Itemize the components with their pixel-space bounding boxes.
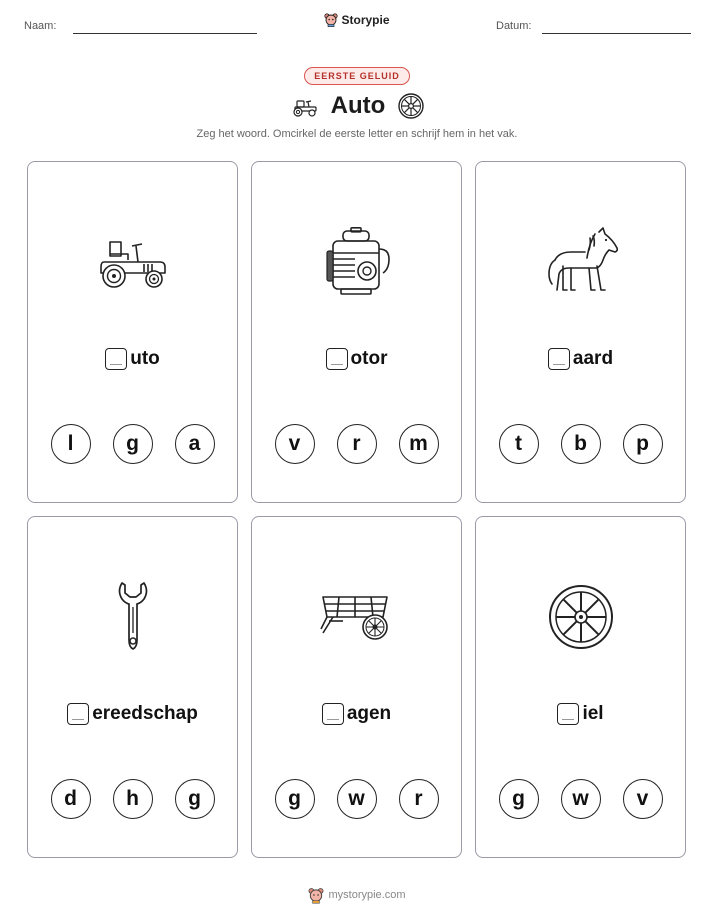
card-2 [251, 161, 462, 503]
wheel-small-icon [397, 92, 425, 120]
card-5 [251, 516, 462, 858]
date-line[interactable] [542, 33, 691, 34]
letter-choices [476, 424, 685, 464]
letter-choice[interactable]: g [275, 779, 315, 819]
letter-choice[interactable]: p [623, 424, 663, 464]
letter-choice[interactable]: l [51, 424, 91, 464]
letter-choice[interactable]: a [175, 424, 215, 464]
letter-choices [476, 779, 685, 819]
word-puzzle [252, 348, 461, 370]
word-puzzle [252, 703, 461, 725]
word-puzzle [476, 703, 685, 725]
letter-choice[interactable]: t [499, 424, 539, 464]
letter-choices [28, 779, 237, 819]
wrench-icon [28, 567, 237, 667]
tractor-icon [28, 212, 237, 312]
answer-box[interactable] [557, 703, 579, 725]
brand [0, 12, 714, 32]
cart-icon [252, 567, 461, 667]
name-label: Naam: [24, 20, 57, 32]
word-remainder: agen [346, 703, 392, 724]
card-6 [475, 516, 686, 858]
name-line[interactable] [73, 33, 257, 34]
word-remainder: ereedschap [92, 703, 198, 724]
letter-choice[interactable]: m [399, 424, 439, 464]
word-puzzle [476, 348, 685, 370]
brand-name: Storypie [341, 12, 390, 27]
storypie-logo-icon [324, 12, 338, 27]
footer [0, 886, 714, 904]
horse-icon [476, 212, 685, 312]
wheel-icon [476, 567, 685, 667]
letter-choices [28, 424, 237, 464]
word-remainder: iel [582, 703, 604, 724]
answer-box[interactable] [548, 348, 570, 370]
letter-choice[interactable]: w [337, 779, 377, 819]
word-remainder: aard [572, 348, 614, 369]
tractor-small-icon [289, 95, 319, 117]
word-puzzle [28, 348, 237, 370]
word-puzzle [28, 703, 237, 725]
letter-choice[interactable]: g [175, 779, 215, 819]
category-badge: EERSTE GELUID [304, 67, 410, 85]
footer-url[interactable]: mystorypie.com [328, 889, 406, 901]
letter-choices [252, 424, 461, 464]
letter-choice[interactable]: g [113, 424, 153, 464]
card-4 [27, 516, 238, 858]
word-remainder: otor [350, 348, 388, 369]
letter-choice[interactable]: v [275, 424, 315, 464]
letter-choice[interactable]: r [337, 424, 377, 464]
card-1 [27, 161, 238, 503]
engine-icon [252, 212, 461, 312]
word-remainder: uto [130, 348, 160, 369]
answer-box[interactable] [326, 348, 348, 370]
letter-choice[interactable]: r [399, 779, 439, 819]
answer-box[interactable] [105, 348, 127, 370]
answer-box[interactable] [322, 703, 344, 725]
letter-choice[interactable]: b [561, 424, 601, 464]
page-title: Auto [330, 92, 386, 119]
letter-choice[interactable]: v [623, 779, 663, 819]
letter-choice[interactable]: w [561, 779, 601, 819]
storypie-logo-icon [308, 886, 324, 904]
letter-choice[interactable]: g [499, 779, 539, 819]
letter-choice[interactable]: d [51, 779, 91, 819]
title-row [0, 92, 714, 120]
letter-choice[interactable]: h [113, 779, 153, 819]
instruction-text: Zeg het woord. Omcirkel de eerste letter en schrijf hem in het vak. [196, 128, 518, 140]
letter-choices [252, 779, 461, 819]
date-label: Datum: [496, 20, 532, 32]
card-3 [475, 161, 686, 503]
answer-box[interactable] [67, 703, 89, 725]
